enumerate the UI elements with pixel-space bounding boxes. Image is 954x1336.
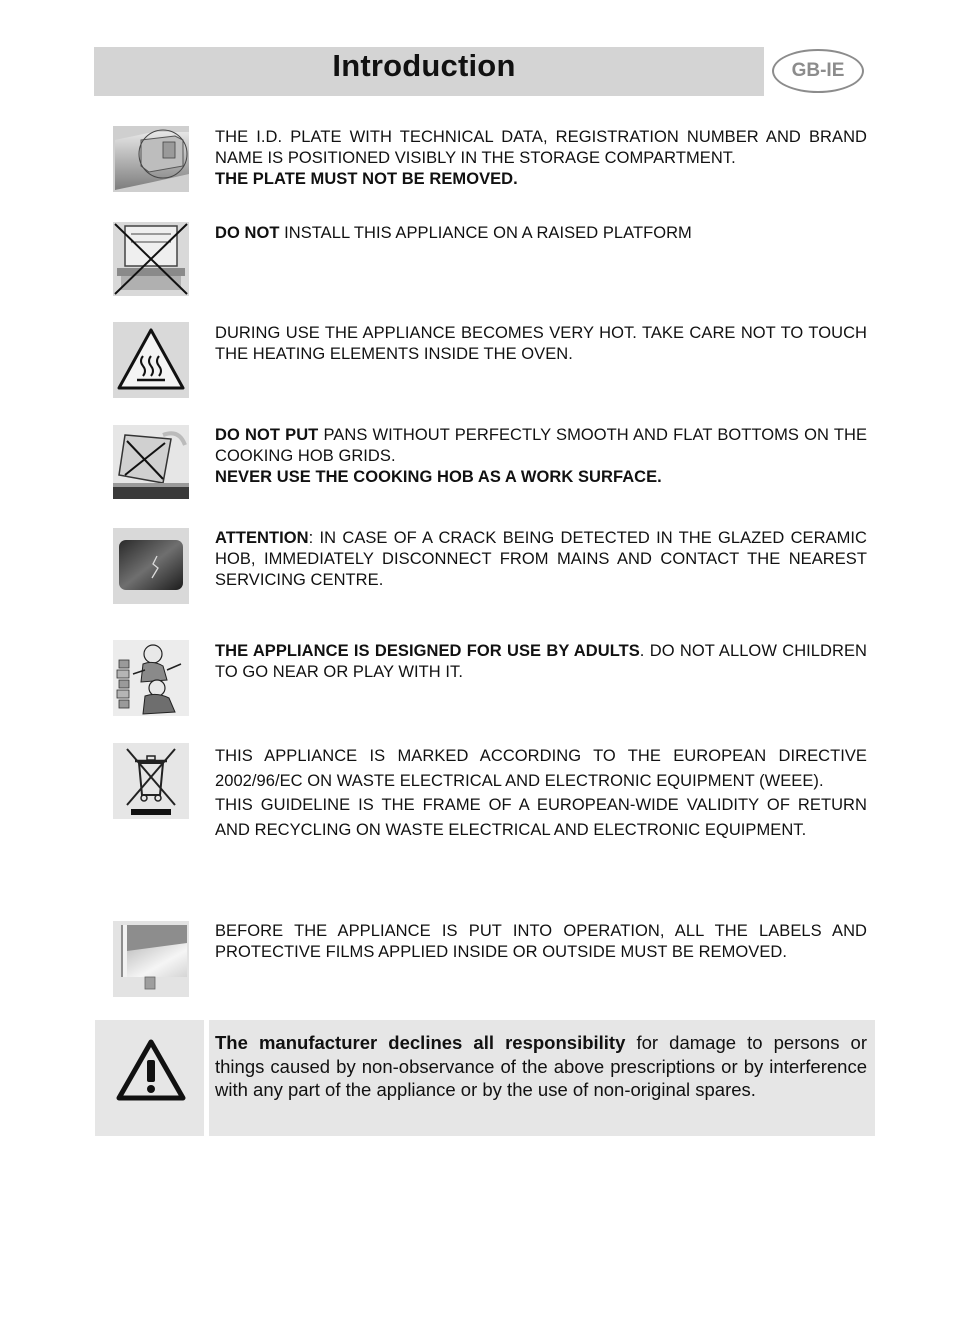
notice-text	[215, 223, 867, 244]
notice-line: THE PLATE MUST NOT BE REMOVED.	[215, 170, 518, 188]
notice-line: DO NOT INSTALL THIS APPLIANCE ON A RAISED PLATFORM	[215, 224, 692, 242]
notice-line: DURING USE THE APPLIANCE BECOMES VERY HOT. TAKE CARE NOT TO TOUCH THE HEATING ELEMENTS INSIDE THE OVEN.	[215, 324, 867, 363]
notice-text	[215, 744, 867, 842]
notice-line: THE APPLIANCE IS DESIGNED FOR USE BY ADULTS. DO NOT ALLOW CHILDREN TO GO NEAR OR PLAY WITH IT.	[215, 642, 867, 681]
notice-line: DO NOT PUT PANS WITHOUT PERFECTLY SMOOTH AND FLAT BOTTOMS ON THE COOKING HOB GRIDS.	[215, 426, 867, 465]
notice-line: BEFORE THE APPLIANCE IS PUT INTO OPERATION, ALL THE LABELS AND PROTECTIVE FILMS APPLIED INSIDE OR OUTSIDE MUST BE REMOVED.	[215, 922, 867, 961]
caution-exclamation-icon	[115, 1038, 187, 1104]
notice-text	[215, 323, 867, 365]
notice-line: NEVER USE THE COOKING HOB AS A WORK SURFACE.	[215, 468, 662, 486]
notice-line: THE I.D. PLATE WITH TECHNICAL DATA, REGISTRATION NUMBER AND BRAND NAME IS POSITIONED VISIBLY IN THE STORAGE COMPARTMENT.	[215, 128, 867, 167]
notice-line: THIS APPLIANCE IS MARKED ACCORDING TO THE EUROPEAN DIRECTIVE 2002/96/EC ON WASTE ELECTRICAL AND ELECTRONIC EQUIPMENT (WEEE).	[215, 747, 867, 790]
disclaimer-icon-cell	[95, 1020, 204, 1136]
disclaimer-text: The manufacturer declines all responsibility for damage to persons or things caused by non-observance of the above prescriptions or by interference with any part of the appliance or by the use of non-original spares.	[215, 1032, 868, 1100]
children-warning-icon	[113, 640, 189, 716]
notice-text	[215, 528, 867, 591]
no-uneven-pans-icon	[113, 425, 189, 499]
language-badge: GB-IE	[772, 49, 864, 93]
id-plate-icon	[113, 126, 189, 192]
notice-line: ATTENTION: IN CASE OF A CRACK BEING DETECTED IN THE GLAZED CERAMIC HOB, IMMEDIATELY DISCONNECT FROM MAINS AND CONTACT THE NEAREST SERVICING CENTRE.	[215, 529, 867, 589]
protective-film-icon	[113, 921, 189, 997]
notice-text	[215, 127, 867, 190]
header-bar	[94, 47, 764, 96]
hot-surface-warning-icon	[113, 322, 189, 398]
notice-text	[215, 921, 867, 963]
cracked-glass-hob-icon	[113, 528, 189, 604]
page-title: Introduction	[332, 48, 516, 83]
notice-text	[215, 641, 867, 683]
notice-line: THIS GUIDELINE IS THE FRAME OF A EUROPEAN-WIDE VALIDITY OF RETURN AND RECYCLING ON WASTE ELECTRICAL AND ELECTRONIC EQUIPMENT.	[215, 796, 867, 839]
no-raised-platform-icon	[113, 222, 189, 296]
notice-text	[215, 425, 867, 488]
weee-crossed-bin-icon	[113, 743, 189, 819]
